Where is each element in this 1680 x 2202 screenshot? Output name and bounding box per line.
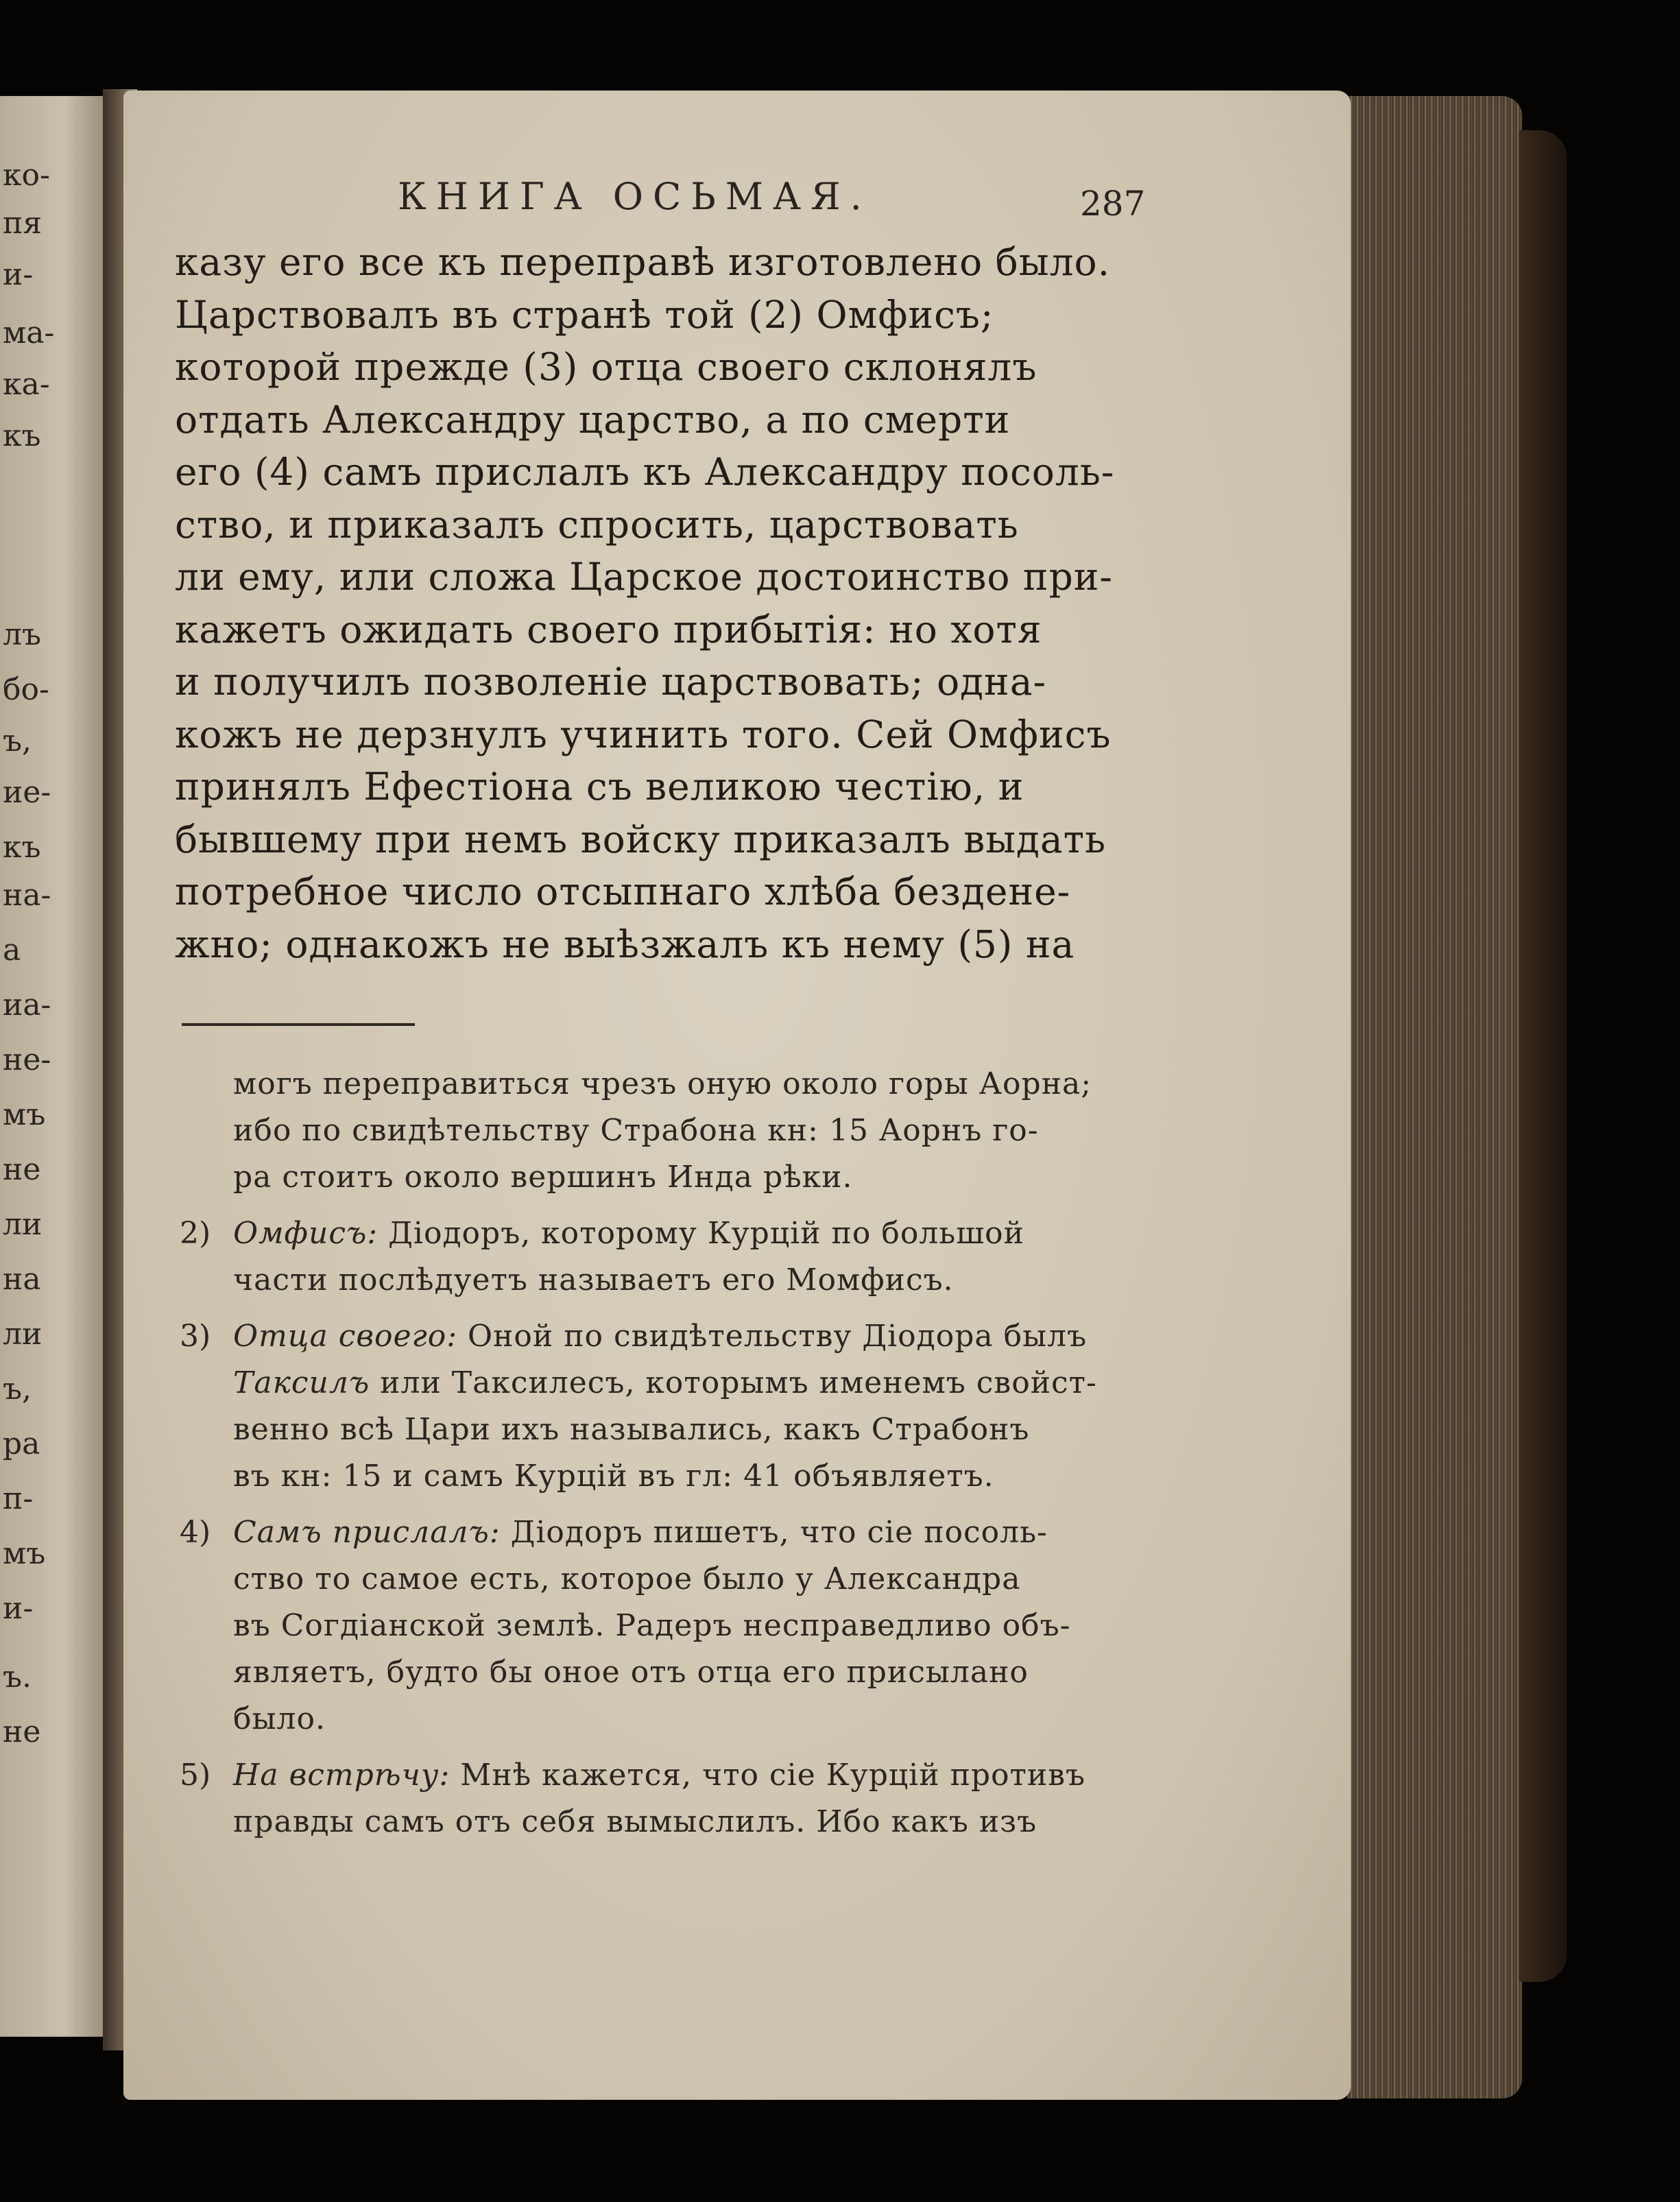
previous-page-fragment: мъ: [3, 1536, 46, 1571]
footnote-lemma: Таксилъ: [233, 1365, 370, 1400]
footnote-number: 2): [180, 1216, 211, 1251]
footnote-number: 4): [180, 1515, 211, 1550]
footnote-line: въ кн: 15 и самъ Курцій въ гл: 41 объявляетъ.: [233, 1459, 994, 1494]
book-cover-edge: [1519, 130, 1567, 1982]
running-head: КНИГА ОСЬМАЯ.: [398, 175, 872, 218]
main-text-line: бывшему при немъ войску приказалъ выдать: [175, 817, 1107, 861]
footnote-lemma: Отца своего:: [233, 1319, 458, 1354]
footnote-line: могъ переправиться чрезъ оную около горы Аорна;: [233, 1066, 1092, 1101]
footnote-line: ра стоитъ около вершинъ Инда рѣки.: [233, 1160, 853, 1195]
previous-page-fragment: ка-: [3, 367, 50, 402]
previous-page-fragment: ие-: [3, 775, 51, 810]
previous-page-fragment: а: [3, 933, 21, 968]
previous-page-fragment: и-: [3, 257, 34, 292]
footnote-lemma: Омфисъ:: [233, 1216, 379, 1251]
main-text-line: и получилъ позволеніе царствовать; одна-: [175, 660, 1047, 704]
footnote-number: 5): [180, 1758, 211, 1793]
previous-page-fragment: не: [3, 1714, 41, 1749]
footnote-number: 3): [180, 1319, 211, 1354]
footnote-line: въ Согдіанской землѣ. Радеръ несправедливо объ-: [233, 1608, 1071, 1643]
previous-page-fragment: ли: [3, 1207, 43, 1242]
main-text-line: кажетъ ожидать своего прибытія: но хотя: [175, 607, 1042, 651]
footnote-line: Самъ прислалъ: Діодоръ пишетъ, что сіе посоль-: [233, 1515, 1048, 1550]
footnote-line: являетъ, будто бы оное отъ отца его присылано: [233, 1655, 1029, 1690]
previous-page-fragment: п-: [3, 1481, 34, 1516]
previous-page-fragment: ко-: [3, 158, 50, 193]
previous-page-fragment: ъ.: [3, 1660, 32, 1695]
footnote-line: венно всѣ Цари ихъ назывались, какъ Страбонъ: [233, 1412, 1030, 1447]
footnote-line: части послѣдуетъ называетъ его Момфисъ.: [233, 1262, 954, 1297]
previous-page-fragment: ра: [3, 1426, 40, 1461]
main-text-line: Царствовалъ въ странѣ той (2) Омфисъ;: [175, 292, 994, 337]
main-text-line: кожъ не дерзнулъ учинить того. Сей Омфисъ: [175, 712, 1112, 756]
previous-page-fragment: не: [3, 1152, 41, 1187]
main-text-line: жно; однакожъ не выѣзжалъ къ нему (5) на: [175, 922, 1075, 966]
footnote-separator: [182, 1023, 415, 1026]
main-text-line: которой прежде (3) отца своего склонялъ: [175, 345, 1037, 389]
footnote-line: Омфисъ: Діодоръ, которому Курцій по большой: [233, 1216, 1024, 1251]
previous-page-fragment: ъ,: [3, 1372, 32, 1407]
previous-page-fragment: къ: [3, 418, 41, 453]
previous-page-edge: [0, 96, 117, 2037]
previous-page-fragment: пя: [3, 206, 43, 241]
main-text-line: ство, и приказалъ спросить, царствовать: [175, 502, 1019, 547]
book-fore-edge: [1347, 96, 1522, 2098]
previous-page-fragment: на: [3, 1262, 41, 1297]
page-number: 287: [1080, 184, 1146, 224]
footnote-line: На встрѣчу: Мнѣ кажется, что сіе Курцій противъ: [233, 1758, 1085, 1793]
previous-page-fragment: ма-: [3, 315, 55, 350]
footnote-line: Таксилъ или Таксилесъ, которымъ именемъ свойст-: [233, 1365, 1097, 1400]
previous-page-fragment: на-: [3, 878, 51, 913]
main-text-line: казу его все къ переправѣ изготовлено было.: [175, 240, 1111, 284]
previous-page-fragment: къ: [3, 830, 41, 865]
previous-page-fragment: ъ,: [3, 723, 32, 758]
footnote-line: ство то самое есть, которое было у Александра: [233, 1561, 1021, 1596]
previous-page-fragment: ли: [3, 1317, 43, 1352]
main-text-line: потребное число отсыпнаго хлѣба бездене-: [175, 870, 1071, 913]
main-text-line: ли ему, или сложа Царское достоинство при-: [175, 555, 1114, 599]
footnote-line: было.: [233, 1701, 326, 1736]
footnote-lemma: Самъ прислалъ:: [233, 1515, 501, 1550]
previous-page-fragment: не-: [3, 1042, 51, 1077]
main-text-line: его (4) самъ прислалъ къ Александру посоль-: [175, 450, 1115, 494]
main-text-line: принялъ Ефестіона съ великою честію, и: [175, 765, 1024, 809]
previous-page-fragment: и-: [3, 1591, 34, 1626]
footnote-line: ибо по свидѣтельству Страбона кн: 15 Аорнъ го-: [233, 1113, 1039, 1148]
previous-page-fragment: иа-: [3, 988, 51, 1022]
footnote-lemma: На встрѣчу:: [233, 1758, 451, 1793]
previous-page-fragment: бо-: [3, 672, 49, 707]
main-text-line: отдать Александру царство, а по смерти: [175, 397, 1011, 442]
footnote-line: Отца своего: Оной по свидѣтельству Діодора былъ: [233, 1319, 1088, 1354]
footnote-line: правды самъ отъ себя вымыслилъ. Ибо какъ изъ: [233, 1804, 1037, 1839]
previous-page-fragment: мъ: [3, 1097, 46, 1132]
previous-page-fragment: лъ: [3, 617, 41, 652]
